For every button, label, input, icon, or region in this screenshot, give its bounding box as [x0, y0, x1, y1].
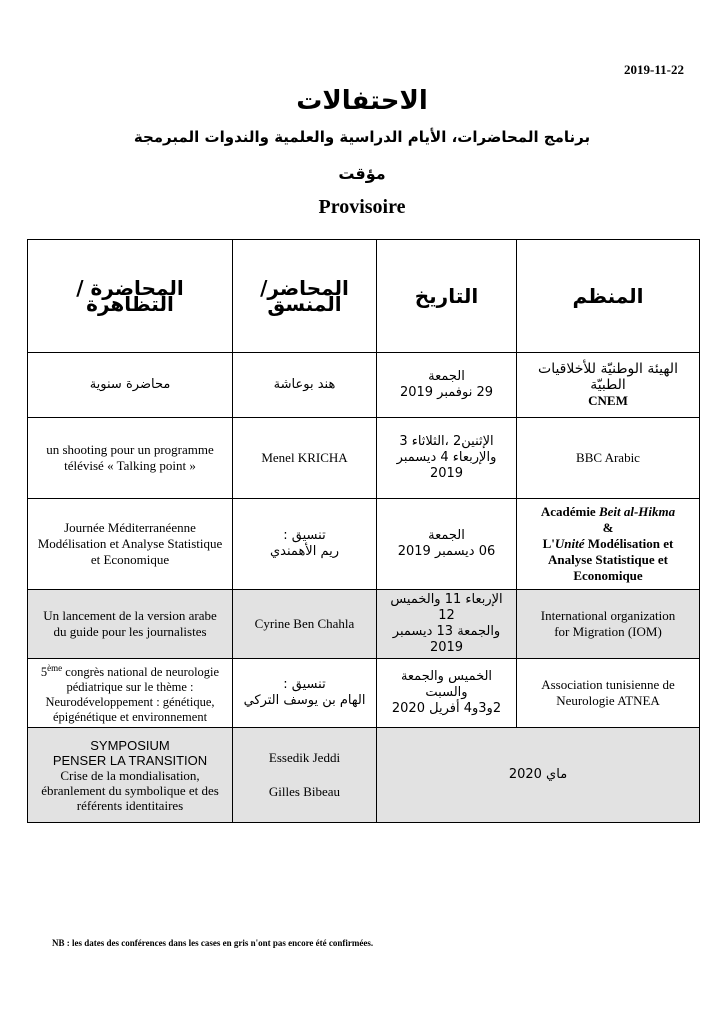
event-line: SYMPOSIUM	[90, 737, 170, 753]
organizer-cell	[517, 590, 700, 659]
date-line: الإثنين2 ،الثلاثاء 3	[399, 434, 494, 449]
event-line: ébranlement du symbolique et des	[41, 782, 219, 798]
organizer-line: CNEM	[588, 393, 628, 408]
table-row-unconfirmed	[28, 590, 700, 659]
event-line: référents identitaires	[76, 797, 184, 813]
event-line: Crise de la mondialisation,	[60, 767, 200, 783]
provisional-label: Provisoire	[318, 196, 406, 218]
document-subtitle: برنامج المحاضرات، الأيام الدراسية والعلمية والندوات المبرمجة	[133, 128, 591, 146]
date-cell	[377, 659, 517, 728]
event-line: PENSER LA TRANSITION	[52, 752, 208, 768]
date-line: والجمعة 13 ديسمبر 2019	[392, 624, 501, 655]
organizer-cell	[517, 499, 700, 590]
date-line: 06 ديسمبر 2019	[397, 544, 496, 559]
organizer-line: Académie Beit al-Hikma	[540, 504, 676, 519]
organizer-cell	[517, 659, 700, 728]
date-line: الجمعة	[428, 369, 465, 384]
event-line: du guide pour les journalistes	[53, 624, 207, 639]
organizer-line: Association tunisienne de	[541, 677, 675, 693]
organizer-line: Neurologie ATNEA	[556, 693, 660, 709]
event-line: Neurodéveloppement : génétique,	[45, 695, 215, 710]
lecturer-cell: Cyrine Ben Chahla	[233, 590, 377, 659]
table-header-row	[28, 240, 700, 353]
organizer-cell: BBC Arabic	[517, 418, 700, 499]
table-row	[28, 353, 700, 418]
event-line: Modélisation et Analyse Statistique	[37, 536, 223, 551]
header-date: التاريخ	[377, 240, 517, 353]
lecturer-cell	[233, 659, 377, 728]
date-line: الجمعة	[428, 528, 465, 543]
lecturer-line: الهام بن يوسف التركي	[243, 693, 366, 709]
date-line: الإربعاء 11 والخميس 12	[390, 592, 503, 623]
document-date: 2019-11-22	[624, 62, 684, 77]
lecturer-cell	[233, 728, 377, 823]
event-cell: محاضرة سنوية	[28, 353, 233, 418]
event-cell	[28, 728, 233, 823]
event-line: pédiatrique sur le thème :	[66, 680, 194, 695]
date-cell	[377, 353, 517, 418]
lecturer-cell: هند بوعاشة	[233, 353, 377, 418]
event-line: Un lancement de la version arabe	[43, 608, 217, 623]
organizer-line: الهيئة الوطنيّة للأخلاقيات الطبيّة	[538, 361, 678, 393]
date-cell: ماي 2020	[377, 728, 700, 823]
date-line: 2و3و4 أفريل 2020	[391, 701, 502, 717]
event-cell	[28, 659, 233, 728]
event-line: télévisé « Talking point »	[64, 458, 196, 473]
organizer-line: &	[602, 520, 614, 535]
event-cell	[28, 590, 233, 659]
organizer-line: L'Unité Modélisation et Analyse Statistique et Economique	[542, 536, 674, 583]
header-organizer: المنظم	[517, 240, 700, 353]
event-line: 5ème congrès national de neurologie	[40, 663, 220, 680]
lecturer-cell: Menel KRICHA	[233, 418, 377, 499]
event-line: Journée Méditerranéenne	[64, 520, 196, 535]
date-line: 29 نوفمبر 2019	[399, 385, 494, 400]
footnote: NB : les dates des conférences dans les cases en gris n'ont pas encore été confirmées.	[52, 938, 374, 948]
event-line: épigénétique et environnement	[52, 710, 208, 725]
table-row	[28, 499, 700, 590]
organizer-line: for Migration (IOM)	[554, 624, 662, 639]
table-row-unconfirmed	[28, 728, 700, 823]
organizer-line: International organization	[540, 608, 676, 623]
table-row	[28, 659, 700, 728]
lecturer-cell	[233, 499, 377, 590]
table-row	[28, 418, 700, 499]
lecturer-line: Essedik Jeddi	[268, 750, 341, 766]
event-cell	[28, 418, 233, 499]
organizer-cell	[517, 353, 700, 418]
date-cell	[377, 418, 517, 499]
lecturer-line: Gilles Bibeau	[268, 784, 341, 800]
date-line: الخميس والجمعة والسبت	[400, 669, 493, 701]
schedule-table	[27, 239, 700, 823]
lecturer-line: تنسيق :	[283, 677, 326, 693]
event-line: un shooting pour un programme	[46, 442, 214, 457]
lecturer-line: ريم الأهمندي	[270, 544, 339, 559]
document-title: الاحتفالات	[296, 86, 428, 116]
lecturer-line: تنسيق :	[283, 528, 326, 543]
event-line: et Economique	[90, 552, 170, 567]
date-line: والإربعاء 4 ديسمبر 2019	[396, 450, 497, 481]
event-cell	[28, 499, 233, 590]
date-cell	[377, 590, 517, 659]
header-lecturer: المحاضر/ المنسق	[233, 240, 377, 353]
date-cell	[377, 499, 517, 590]
provisional-tag-arabic: مؤقت	[338, 164, 386, 183]
header-event: المحاضرة / التظاهرة	[28, 240, 233, 353]
